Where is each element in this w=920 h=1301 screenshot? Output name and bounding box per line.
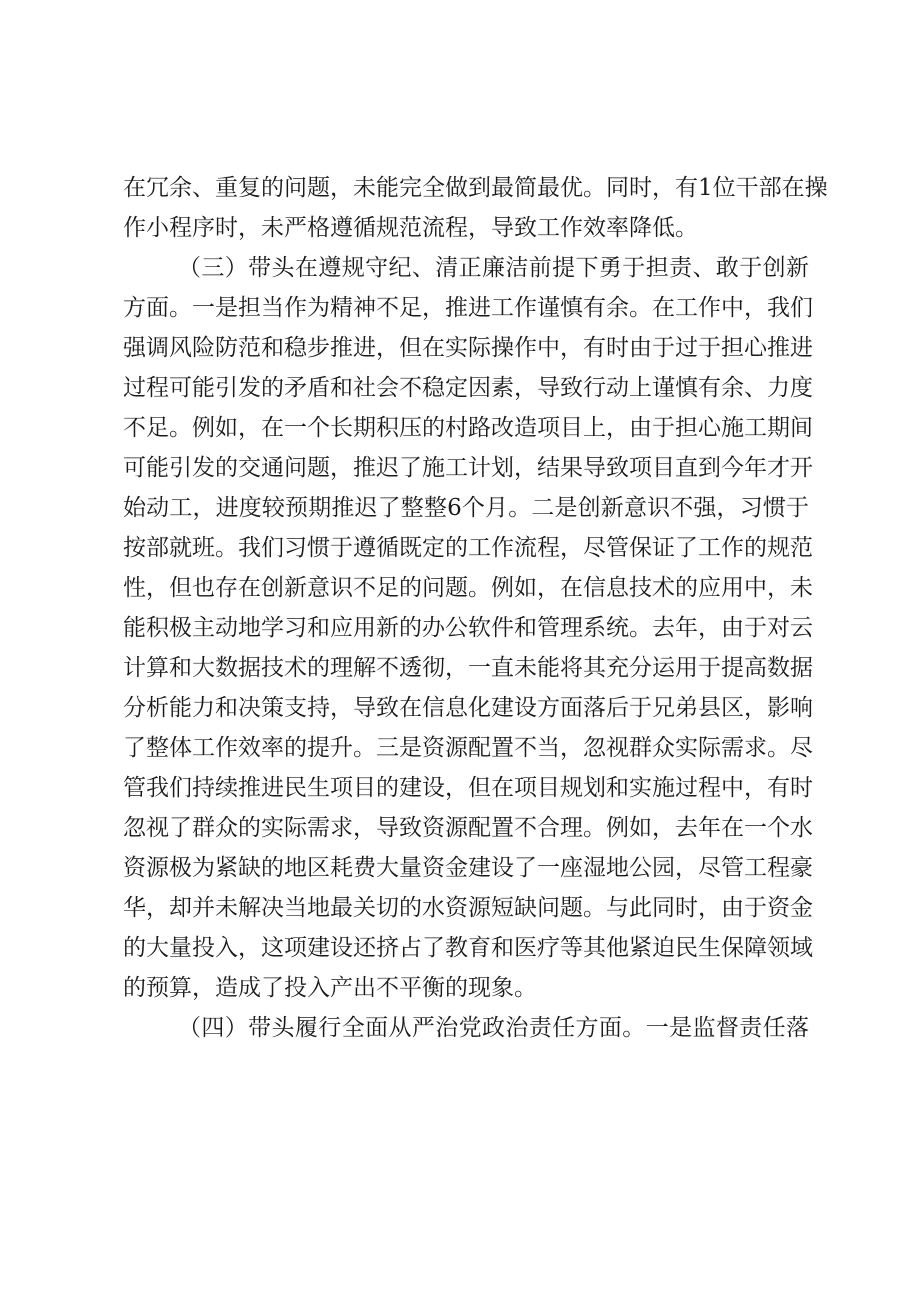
text-line: 强调风险防范和稳步推进，但在实际操作中，有时由于过于担心推进: [123, 335, 813, 361]
text-line: 的大量投入，这项建设还挤占了教育和医疗等其他紧迫民生保障领域: [123, 935, 813, 961]
text-line: 作小程序时，未严格遵循规范流程，导致工作效率降低。: [123, 215, 698, 241]
text-line: 华，却并未解决当地最关切的水资源短缺问题。与此同时，由于资金: [123, 895, 813, 921]
text-line: 在冗余、重复的问题，未能完全做到最简最优。同时，有1位干部在操: [123, 175, 828, 201]
text-line: 方面。一是担当作为精神不足，推进工作谨慎有余。在工作中，我们: [123, 295, 813, 321]
text-line: 不足。例如，在一个长期积压的村路改造项目上，由于担心施工期间: [123, 415, 813, 441]
text-line: 了整体工作效率的提升。三是资源配置不当，忽视群众实际需求。尽: [123, 735, 813, 761]
text-line: 管我们持续推进民生项目的建设，但在项目规划和实施过程中，有时: [123, 775, 813, 801]
text-line: 按部就班。我们习惯于遵循既定的工作流程，尽管保证了工作的规范: [123, 535, 813, 561]
text-line: 资源极为紧缺的地区耗费大量资金建设了一座湿地公园，尽管工程豪: [123, 855, 813, 881]
text-line: 可能引发的交通问题，推迟了施工计划，结果导致项目直到今年才开: [123, 455, 813, 481]
text-line: 始动工，进度较预期推迟了整整6个月。二是创新意识不强，习惯于: [123, 495, 809, 521]
text-line: 分析能力和决策支持，导致在信息化建设方面落后于兄弟县区，影响: [123, 695, 813, 721]
section-heading-line: （三）带头在遵规守纪、清正廉洁前提下勇于担责、敢于创新: [178, 255, 809, 281]
text-line: 忽视了群众的实际需求，导致资源配置不合理。例如，去年在一个水: [123, 815, 813, 841]
text-line: 计算和大数据技术的理解不透彻，一直未能将其充分运用于提高数据: [123, 655, 813, 681]
text-line: 的预算，造成了投入产出不平衡的现象。: [123, 975, 537, 1001]
text-line: 过程可能引发的矛盾和社会不稳定因素，导致行动上谨慎有余、力度: [123, 375, 813, 401]
text-line: 能积极主动地学习和应用新的办公软件和管理系统。去年，由于对云: [123, 615, 813, 641]
text-line: 性，但也存在创新意识不足的问题。例如，在信息技术的应用中，未: [123, 575, 813, 601]
section-heading-line: （四）带头履行全面从严治党政治责任方面。一是监督责任落: [178, 1015, 809, 1041]
